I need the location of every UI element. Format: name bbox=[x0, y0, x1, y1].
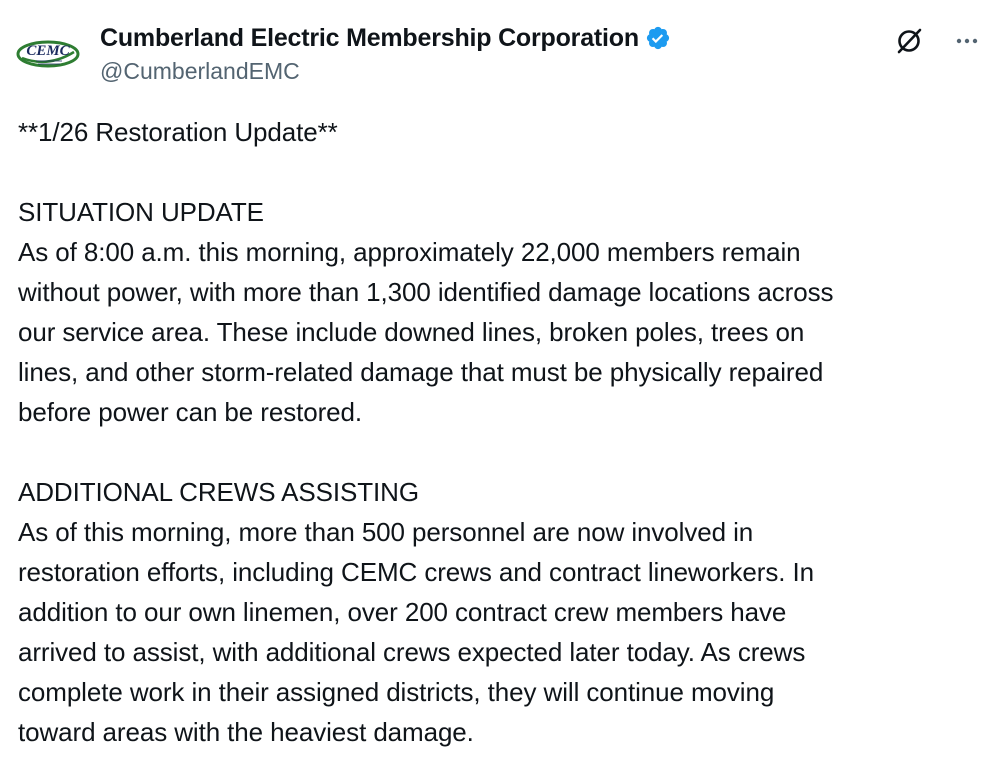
body-line: lines, and other storm-related damage that must be physically repaired bbox=[18, 357, 824, 387]
section-heading-situation: SITUATION UPDATE bbox=[18, 197, 264, 227]
body-line: complete work in their assigned districts, they will continue moving bbox=[18, 677, 775, 707]
avatar-logo-text: CEMC bbox=[26, 43, 70, 59]
body-line: restoration efforts, including CEMC crews and contract lineworkers. In bbox=[18, 557, 814, 587]
body-line: our service area. These include downed lines, broken poles, trees on bbox=[18, 317, 805, 347]
blank-line bbox=[18, 432, 988, 472]
author-info bbox=[100, 20, 740, 85]
post-header bbox=[16, 18, 988, 88]
body-line: As of this morning, more than 500 personnel are now involved in bbox=[18, 517, 754, 547]
body-line: toward areas with the heaviest damage. bbox=[18, 717, 474, 747]
verified-badge-icon[interactable] bbox=[645, 25, 671, 51]
section-heading-crews: ADDITIONAL CREWS ASSISTING bbox=[18, 477, 419, 507]
blank-line bbox=[18, 152, 988, 192]
avatar[interactable] bbox=[16, 22, 80, 86]
body-line: without power, with more than 1,300 identified damage locations across bbox=[18, 277, 834, 307]
author-handle[interactable]: @CumberlandEMC bbox=[100, 58, 300, 84]
body-line: As of 8:00 a.m. this morning, approximately 22,000 members remain bbox=[18, 237, 801, 267]
grok-icon[interactable] bbox=[892, 24, 926, 58]
more-options-icon[interactable] bbox=[950, 24, 984, 58]
post-body bbox=[18, 112, 988, 752]
author-display-name[interactable]: Cumberland Electric Membership Corporation bbox=[100, 23, 639, 52]
post-title-line: **1/26 Restoration Update** bbox=[18, 117, 338, 147]
body-line: addition to our own linemen, over 200 contract crew members have bbox=[18, 597, 787, 627]
cemc-logo bbox=[16, 22, 80, 86]
body-line: arrived to assist, with additional crews expected later today. As crews bbox=[18, 637, 806, 667]
body-line: before power can be restored. bbox=[18, 397, 362, 427]
post-actions bbox=[892, 24, 984, 58]
author-name-row bbox=[100, 20, 740, 56]
